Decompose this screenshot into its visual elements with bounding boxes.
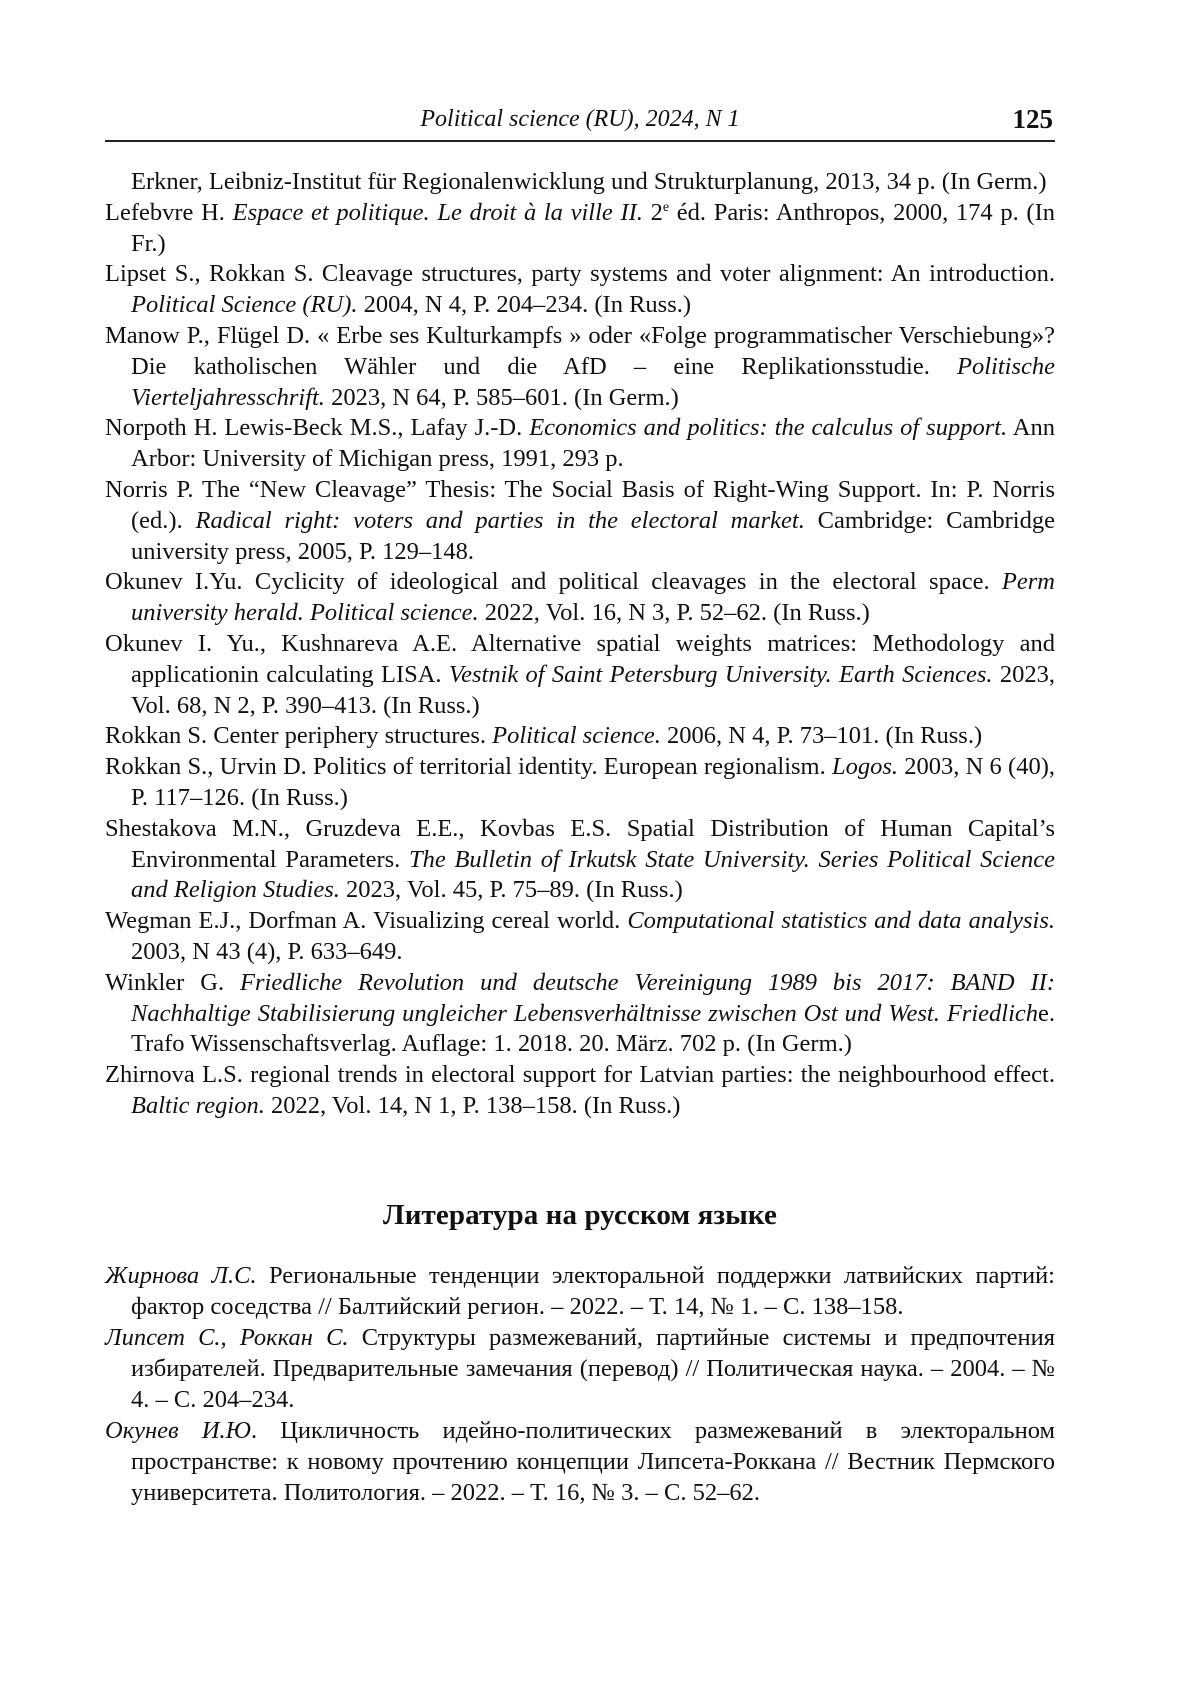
reference-details: 2022, Vol. 14, N 1, P. 138–158. (In Russ.) [265,1092,681,1119]
reference-item [105,321,1055,413]
reference-text: Lipset S., Rokkan S. Cleavage structures, party systems and voter alignment: An intro­duction. [105,260,1055,287]
reference-source: Political science. [492,722,661,749]
reference-details: Ann Arbor: University of Michigan press, 1991, 293 p. [131,414,1055,472]
reference-details: 2004, N 4, P. 204–234. (In Russ.) [358,291,692,318]
reference-authors: Lefebvre H. [105,199,233,226]
reference-edition-superscript: e [663,200,669,215]
reference-item [105,259,1055,321]
reference-source: Friedliche Revolution und deutsche Vereinigung 1989 bis 2017: BAND II: Nachhaltige Stabilisierung ungleicher Lebensverhältnisse zwischen Ost und West. Friedlich [131,969,1055,1027]
reference-details: 2006, N 4, P. 73–101. (In Russ.) [661,722,982,749]
reference-text: Erkner, Leibniz-Institut für Regionalenwicklung und Strukturplanung, 2013, 34 p. (In Germ.) [131,168,1047,195]
references-russian [105,1260,1055,1508]
reference-authors: Окунев И.Ю [105,1417,251,1444]
reference-text: Rokkan S. Center periphery structures. [105,722,492,749]
reference-details: 2022, Vol. 16, N 3, P. 52–62. (In Russ.) [479,599,870,626]
reference-text: Winkler G. [105,969,240,996]
reference-text: Okunev I. Yu., Kushnareva A.E. Alternative spatial weights matrices: Methodology and applicationin calculating LISA. [105,630,1055,688]
reference-details: 2023, Vol. 45, P. 75–89. (In Russ.) [340,876,683,903]
reference-text: Wegman E.J., Dorfman A. Visualizing cereal world. [105,907,627,934]
reference-authors: Липсет С., Роккан С. [105,1324,349,1351]
reference-details: 2023, N 64, P. 585–601. (In Germ.) [325,384,679,411]
reference-details: Региональные тенденции электоральной поддержки латвийских пар­тий: фактор соседства // Балтийский регион. – 2022. – Т. 14, № 1. – С. 138–158. [131,1262,1055,1320]
reference-item [105,1260,1055,1322]
reference-source: Vestnik of Saint Petersburg University. Earth Sciences. [449,661,993,688]
reference-details: 2023, Vol. 68, N 2, P. 390–413. (In Russ.) [131,661,1055,719]
reference-source: Logos. [832,753,898,780]
page-number: 125 [1013,104,1054,135]
reference-source: Perm university herald. Political science. [131,568,1055,626]
reference-source: Radical right: voters and parties in the electoral market. [196,507,805,534]
reference-item [105,968,1055,1060]
references-english [105,167,1055,1122]
reference-details: 2003, N 43 (4), P. 633–649. [131,938,403,965]
reference-item [105,1415,1055,1508]
reference-details: 2003, N 6 (40), P. 117–126. (In Russ.) [131,753,1055,811]
reference-details: . Цикличность идейно-политических размежеваний в электоральном пространстве: к новому прочтению концепции Липсета-Роккана // Вестник Пермского университета. Политология. – 2022. – Т. 16, № 3. – С. 52–62. [131,1417,1055,1506]
reference-item [105,167,1055,198]
running-header [105,100,1055,142]
reference-text: Rokkan S., Urvin D. Politics of territorial identity. European regionalism. [105,753,832,780]
reference-text: Norpoth H. Lewis-Beck M.S., Lafay J.-D. [105,414,529,441]
reference-text: Shestakova M.N., Gruzdeva E.E., Kovbas E.S. Spatial Distribution of Human Capital’s Environmental Parameters. [105,815,1055,873]
reference-authors: Жирнова Л.С. [105,1262,257,1289]
reference-item [105,629,1055,721]
reference-text: Okunev I.Yu. Cyclicity of ideological and political cleavages in the electoral space. [105,568,1002,595]
section-title: Литература на русском языке [105,1199,1055,1232]
reference-item [105,1322,1055,1415]
reference-item [105,1060,1055,1122]
journal-title: Political science (RU), 2024, N 1 [105,106,1055,133]
reference-text: Manow P., Flügel D. « Erbe ses Kulturkampfs » oder «Folge programmatischer Verschiebung»? Die katholischen Wähler und die AfD – eine Replikationsstudie. [105,322,1055,380]
reference-details: e. Trafo Wissenschaftsverlag. Auflage: 1. 2018. 20. März. 702 p. (In Germ.) [131,1000,1055,1058]
reference-edition: 2 [643,199,663,226]
reference-text: Norris P. The “New Cleavage” Thesis: The Social Basis of Right-Wing Support. In: P. Norris (ed.). [105,476,1055,534]
page [105,100,1055,1508]
reference-source: The Bulletin of Irkutsk State University. Series Political Science and Religion Studies. [131,846,1055,904]
reference-details: Cambridge: Cambridge university press, 2005, P. 129–148. [131,507,1055,565]
reference-item [105,906,1055,968]
reference-details: Структуры размежеваний, партийные системы и предпочте­ния избирателей. Предварительные замечания (перевод) // Политическая наука. – 2004. – № 4. – С. 204–234. [131,1324,1055,1413]
reference-item [105,475,1055,567]
reference-item [105,814,1055,906]
reference-item [105,198,1055,260]
reference-item [105,752,1055,814]
reference-source: Economics and politics: the calculus of support. [529,414,1007,441]
reference-source: Political Science (RU). [131,291,358,318]
reference-source: Baltic region. [131,1092,265,1119]
reference-source: Politische Vierteljahresschrift. [131,353,1055,411]
reference-details: éd. Paris: Anthropos, 2000, 174 p. (In Fr.) [131,199,1055,257]
reference-text: Zhirnova L.S. regional trends in electoral support for Latvian parties: the neigh­bourhood effect. [105,1061,1055,1088]
reference-source: Computational statistics and data analysis. [627,907,1055,934]
reference-title: Espace et politique. Le droit à la ville II. [233,199,643,226]
reference-item [105,567,1055,629]
reference-item [105,413,1055,475]
reference-item [105,721,1055,752]
